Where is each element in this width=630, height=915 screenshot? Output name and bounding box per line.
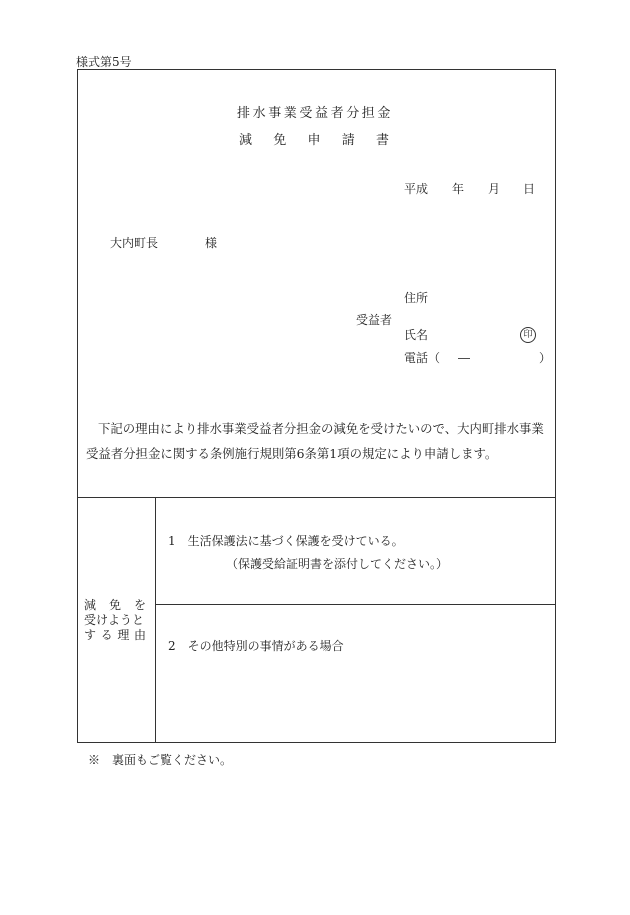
reason-label-line2: 受けようと	[84, 613, 145, 627]
reason-label-char: 免	[108, 598, 121, 612]
date-day-label: 日	[523, 182, 536, 196]
reason-label-char: る	[100, 628, 113, 642]
reason-label-char: 理	[117, 628, 130, 642]
phone-close-paren: ）	[539, 351, 552, 365]
title-char: 書	[375, 133, 389, 148]
date-era-label: 平成	[404, 182, 429, 196]
form-title-line1: 排水事業受益者分担金	[237, 106, 394, 121]
seal-icon: 印	[520, 327, 536, 343]
addressee-honorific: 様	[205, 236, 218, 250]
reason-option-2: 2 その他特別の事情がある場合	[168, 639, 344, 653]
reason-label-line3	[84, 628, 146, 643]
reason-label-line1	[84, 598, 146, 613]
section-divider	[77, 497, 556, 498]
title-char: 免	[273, 133, 287, 148]
reason-label-char: を	[133, 598, 146, 612]
addressee-name: 大内町長	[110, 236, 159, 250]
date-month-label: 月	[488, 182, 501, 196]
name-label: 氏名	[404, 328, 429, 342]
address-label: 住所	[404, 291, 429, 305]
reason-column-divider	[155, 497, 156, 743]
form-number-label: 様式第5号	[76, 55, 132, 69]
reason-row-divider	[155, 604, 556, 605]
reason-label-char: 減	[84, 598, 97, 612]
date-year-label: 年	[452, 182, 465, 196]
reason-label-char: 由	[133, 628, 146, 642]
reason-label-char: す	[84, 628, 97, 642]
phone-dash: ―	[458, 351, 470, 365]
reason-section-label	[84, 598, 146, 643]
phone-label: 電話（	[404, 351, 441, 365]
title-char: 請	[341, 133, 355, 148]
reason-option-1: 1 生活保護法に基づく保護を受けている。	[168, 534, 404, 548]
title-char: 申	[307, 133, 321, 148]
footnote: ※ 裏面もご覧ください。	[88, 753, 233, 767]
application-statement: 下記の理由により排水事業受益者分担金の減免を受けたいので、大内町排水事業受益者分担金に関する条例施行規則第6条第1項の規定により申請します。	[86, 421, 544, 461]
reason-option-1-note: （保護受給証明書を添付してください。）	[226, 557, 449, 571]
form-title-line2	[239, 129, 389, 148]
title-char: 減	[239, 133, 253, 148]
beneficiary-label: 受益者	[356, 313, 393, 327]
